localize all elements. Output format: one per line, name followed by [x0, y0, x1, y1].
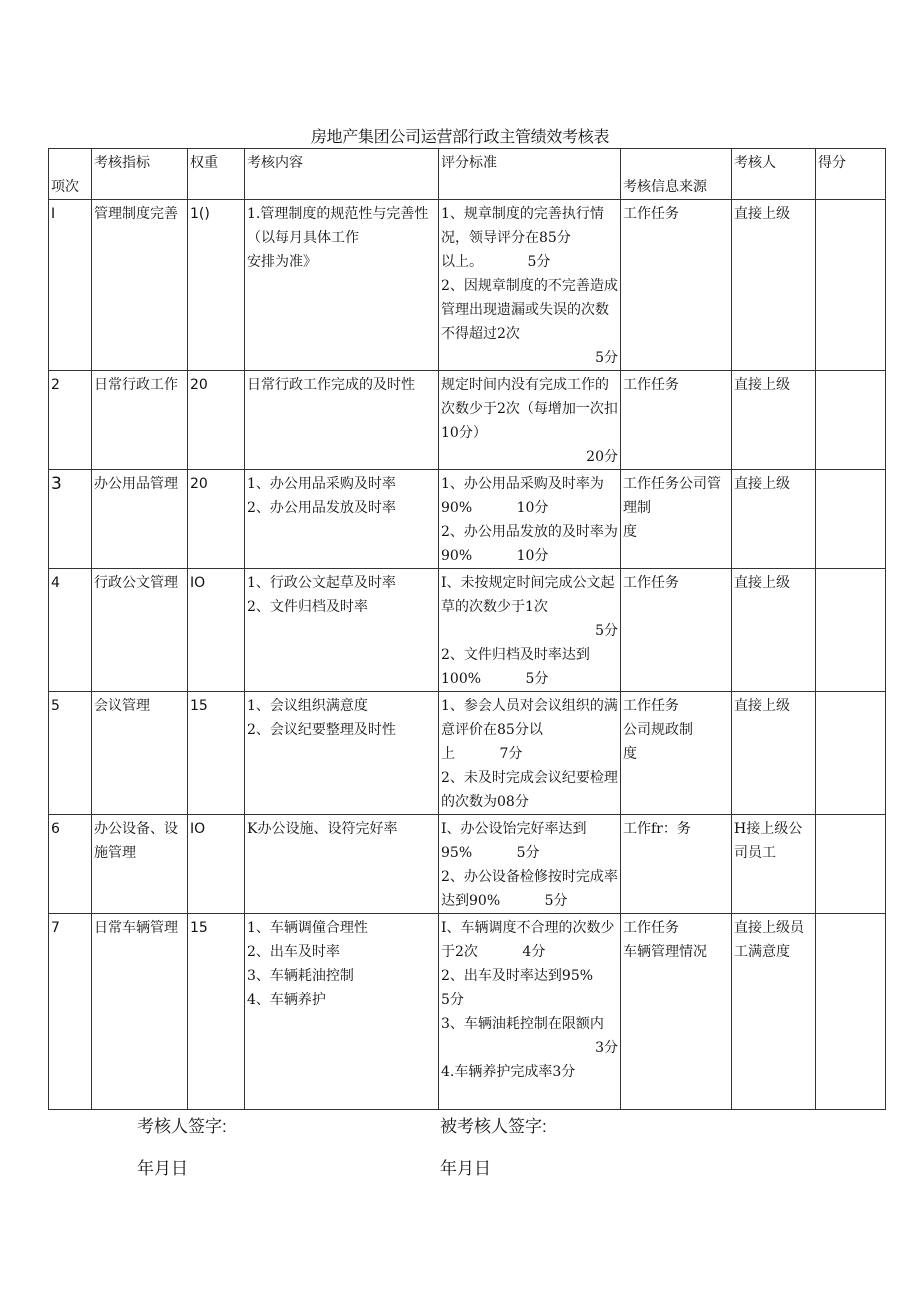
row-score	[816, 371, 886, 470]
table-header-row	[49, 149, 886, 200]
row-content: 1、会议组织满意度 2、会议纪要整理及时性	[245, 692, 439, 815]
row-content: K办公设施、设符完好率	[245, 815, 439, 914]
row-assessor: 直接上级员工满意度	[732, 914, 816, 1110]
table-row	[49, 470, 886, 569]
page-title: 房地产集团公司运营部行政主管绩效考核表	[310, 127, 610, 146]
row-score	[816, 815, 886, 914]
row-source: 工作任务 车辆管理情况	[621, 914, 732, 1110]
row-score	[816, 470, 886, 569]
row-criteria: 1、办公用品采购及时率为90% 10分 2、办公用品发放的及时率为90% 10分	[439, 470, 621, 569]
row-seq: 2	[49, 371, 92, 470]
row-criteria: I、办公设饴完好率达到 95% 5分 2、办公设备检修按时完成率达到90% 5分	[439, 815, 621, 914]
assessee-date-label: 年月日	[440, 1159, 491, 1178]
row-seq: 6	[49, 815, 92, 914]
header-score: 得分	[816, 149, 886, 200]
row-seq: 3	[49, 470, 92, 569]
row-content: 1、办公用品采购及时率 2、办公用品发放及时率	[245, 470, 439, 569]
row-criteria: 规定时间内没有完成工作的次数少于2次（每增加一次扣10分） 20分	[439, 371, 621, 470]
row-content: 日常行政工作完成的及时性	[245, 371, 439, 470]
row-weight: 15	[188, 692, 245, 815]
assessor-signature-label: 考核人签字:	[137, 1117, 227, 1136]
header-indicator: 考核指标	[92, 149, 188, 200]
header-seq: 项次	[49, 149, 92, 200]
row-source: 工作任务	[621, 569, 732, 692]
table-row	[49, 692, 886, 815]
row-indicator: 办公用品管理	[92, 470, 188, 569]
row-seq: 7	[49, 914, 92, 1110]
row-source: 工作任务	[621, 371, 732, 470]
header-content: 考核内容	[245, 149, 439, 200]
row-weight: 20	[188, 470, 245, 569]
table-row	[49, 815, 886, 914]
row-source: 工作任务公司管理制 度	[621, 470, 732, 569]
table-row	[49, 200, 886, 371]
header-assessor: 考核人	[732, 149, 816, 200]
assessee-signature-label: 被考核人签字:	[440, 1117, 547, 1136]
row-weight: IO	[188, 569, 245, 692]
row-content: 1、车辆调僮合理性 2、出车及时率 3、车辆耗油控制 4、车辆养护	[245, 914, 439, 1110]
row-indicator: 行政公文管理	[92, 569, 188, 692]
row-weight: 15	[188, 914, 245, 1110]
row-assessor: 直接上级	[732, 470, 816, 569]
row-weight: 1()	[188, 200, 245, 371]
row-criteria: 1、参会人员对会议组织的满意评价在85分以 上 7分 2、未及时完成会议纪要检理的次数为08分	[439, 692, 621, 815]
row-score	[816, 200, 886, 371]
row-weight: 20	[188, 371, 245, 470]
row-indicator: 管理制度完善	[92, 200, 188, 371]
row-seq: 5	[49, 692, 92, 815]
row-source: 工作任务 公司规政制 度	[621, 692, 732, 815]
row-content: 1.管理制度的规范性与完善性（以每月具体工作 安排为准》	[245, 200, 439, 371]
row-indicator: 日常行政工作	[92, 371, 188, 470]
row-assessor: 直接上级	[732, 200, 816, 371]
row-seq: I	[49, 200, 92, 371]
row-criteria: 1、规章制度的完善执行情况，领导评分在85分 以上。 5分 2、因规章制度的不完善造成管理出现遗漏或失误的次数不得超过2次 5分	[439, 200, 621, 371]
assessment-table	[48, 148, 886, 1110]
header-source: 考核信息来源	[621, 149, 732, 200]
row-indicator: 办公设备、设施管理	[92, 815, 188, 914]
row-criteria: I、车辆调度不合理的次数少于2次 4分 2、出车及时率达到95% 5分 3、车辆油耗控制在限额内 3分 4.车辆养护完成率3分	[439, 914, 621, 1110]
row-score	[816, 914, 886, 1110]
row-source: 工作fr：务	[621, 815, 732, 914]
header-weight: 权重	[188, 149, 245, 200]
row-source: 工作任务	[621, 200, 732, 371]
table-row	[49, 914, 886, 1110]
row-score	[816, 569, 886, 692]
row-indicator: 会议管理	[92, 692, 188, 815]
row-assessor: 直接上级	[732, 371, 816, 470]
row-weight: IO	[188, 815, 245, 914]
assessor-date-label: 年月日	[137, 1159, 188, 1178]
header-criteria: 评分标准	[439, 149, 621, 200]
row-assessor: 直接上级	[732, 692, 816, 815]
row-seq: 4	[49, 569, 92, 692]
row-assessor: H接上级公司员工	[732, 815, 816, 914]
row-criteria: I、未按规定时间完成公文起草的次数少于1次 5分 2、文件归档及时率达到 100% 5分	[439, 569, 621, 692]
table-row	[49, 371, 886, 470]
row-indicator: 日常车辆管理	[92, 914, 188, 1110]
table-row	[49, 569, 886, 692]
row-assessor: 直接上级	[732, 569, 816, 692]
row-content: 1、行政公文起草及时率 2、文件归档及时率	[245, 569, 439, 692]
row-score	[816, 692, 886, 815]
